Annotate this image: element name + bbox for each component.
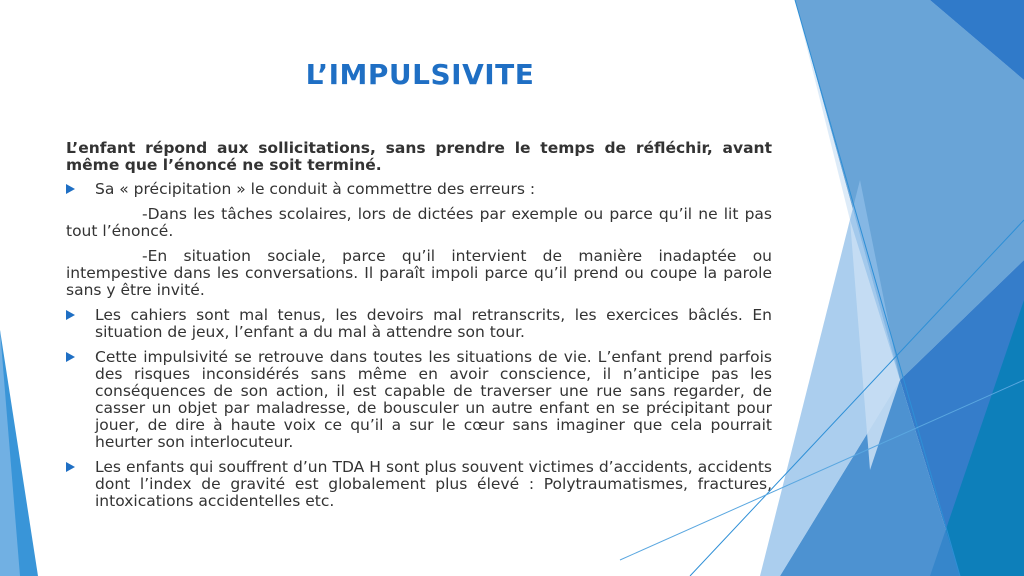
bullet-arrow-icon <box>66 310 75 320</box>
bullet-item-3 <box>66 349 772 451</box>
bullet-text-2: Les cahiers sont mal tenus, les devoirs mal retranscrits, les exercices bâclés. En situation de jeux, l’enfant a du mal à attendre son tour. <box>95 306 772 341</box>
sub-paragraph-1: -Dans les tâches scolaires, lors de dictées par exemple ou parce qu’il ne lit pas tout l’énoncé. <box>66 205 772 240</box>
intro-text: L’enfant répond aux sollicitations, sans prendre le temps de réfléchir, avant même que l’énoncé ne soit terminé. <box>66 139 772 174</box>
bullet-text-3: Cette impulsivité se retrouve dans toutes les situations de vie. L’enfant prend parfois des risques inconsidérés sans même en avoir conscience, il n’anticipe pas les conséquences de son action, il est capable de traverser une rue sans regarder, de casser un objet par maladresse, de bousculer un autre enfant en se précipitant pour jouer, de dire à haute voix ce qu’il a sur le cœur sans imaginer que cela pourrait heurter son interlocuteur. <box>95 348 772 451</box>
bullet-text-4: Les enfants qui souffrent d’un TDA H sont plus souvent victimes d’accidents, accidents dont l’index de gravité est globalement plus élevé : Polytraumatismes, fractures, intoxications accidentelles etc. <box>95 458 772 510</box>
bullet-item-2 <box>66 307 772 341</box>
bullet-arrow-icon <box>66 184 75 194</box>
bullet-item-4 <box>66 459 772 510</box>
bullet-item-1 <box>66 181 772 198</box>
slide-title: L’IMPULSIVITE <box>305 58 535 91</box>
bullet-text-1: Sa « précipitation » le conduit à commettre des erreurs : <box>95 180 536 198</box>
slide-content <box>66 140 772 518</box>
bullet-arrow-icon <box>66 352 75 362</box>
sub-paragraph-2: -En situation sociale, parce qu’il intervient de manière inadaptée ou intempestive dans les conversations. Il paraît impoli parce qu’il prend ou coupe la parole sans y être invité. <box>66 247 772 299</box>
bullet-arrow-icon <box>66 462 75 472</box>
